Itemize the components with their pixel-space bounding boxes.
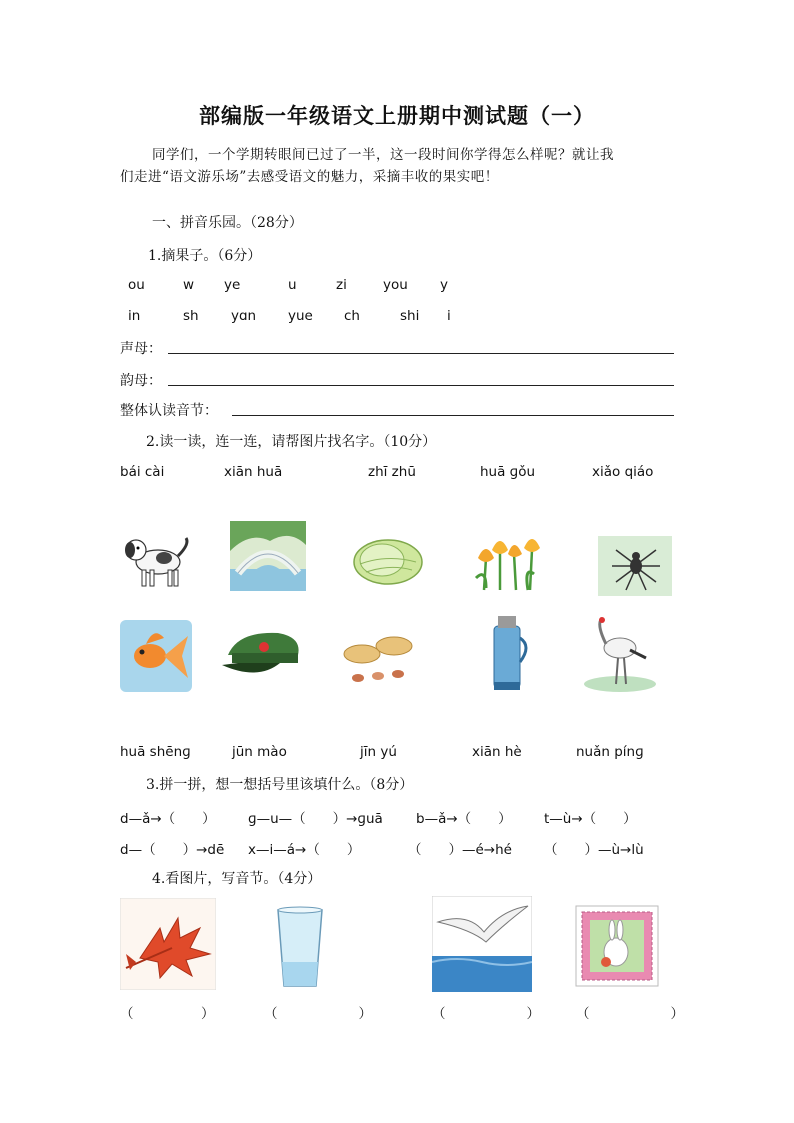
intro-line-2: 们走进“语文游乐场”去感受语文的魅力，采摘丰收的果实吧！ [120,169,499,185]
answer-blank[interactable]: （ ） [120,1006,215,1022]
q2-title: 2.读一读，连一连，请帮图片找名字。（10分） [146,434,437,450]
q3-title: 3.拼一拼，想一想括号里该填什么。（8分） [146,777,414,793]
q1-syllable: ye [224,277,241,293]
q1-syllable: y [440,277,448,293]
answer-blank[interactable]: （ ） [576,1006,684,1022]
crane-icon [576,614,662,696]
q2-word: zhī zhū [368,464,416,480]
q2-word: huā shēnɡ [120,744,191,760]
q3-item[interactable]: ɡ—u—（ ）→ɡuā [248,811,383,827]
thermos-icon [482,612,532,694]
q1-syllable: yɑn [231,308,257,324]
q1-syllable: ou [128,277,145,293]
q3-item[interactable]: t—ù→（ ） [544,811,637,827]
q1-syllable: you [383,277,408,293]
q2-word: xiān hè [472,744,522,760]
q2-word: xiān huā [224,464,283,480]
goldfish-icon [120,620,192,692]
q3-item[interactable]: x—i—á→（ ） [248,842,361,858]
q1-syllable: yue [288,308,313,324]
q1-syllable: ch [344,308,360,324]
q4-title: 4.看图片，写音节。（4分） [152,871,322,887]
q1-syllable: shi [400,308,420,324]
q1-syllable: in [128,308,141,324]
q3-item[interactable]: （ ）—é→hé [408,842,512,858]
q2-word: huā ɡǒu [480,464,536,480]
q2-word: nuǎn pínɡ [576,744,644,760]
seagull-icon [432,896,532,992]
yunmu-label: 韵母： [120,373,162,389]
shengmu-answer-line[interactable] [168,353,674,354]
shengmu-label: 声母： [120,341,162,357]
q3-item[interactable]: b—ǎ→（ ） [416,811,512,827]
q2-word: bái cài [120,464,165,480]
q1-syllable: i [447,308,451,324]
zhengti-answer-line[interactable] [232,415,674,416]
bridge-icon [230,521,306,591]
answer-blank[interactable]: （ ） [432,1006,540,1022]
section-heading: 一、拼音乐园。（28分） [152,215,303,231]
q1-syllable: sh [183,308,199,324]
stamp-icon [572,900,672,992]
spider-icon [598,536,672,596]
peanuts-icon [340,632,420,688]
q1-syllable: w [183,277,195,293]
q2-word: xiǎo qiáo [592,464,654,480]
zhengti-label: 整体认读音节： [120,403,218,419]
q1-title: 1.摘果子。（6分） [148,248,262,264]
q3-item[interactable]: （ ）—ù→lù [544,842,644,858]
q1-syllable: u [288,277,297,293]
dog-icon [120,528,196,592]
flowers-icon [472,528,544,592]
answer-blank[interactable]: （ ） [264,1006,372,1022]
glass-icon [252,902,348,992]
q2-word: jūn mào [232,744,287,760]
q2-word: jīn yú [360,744,397,760]
page-title: 部编版一年级语文上册期中测试题（一） [199,103,595,128]
cabbage-icon [350,530,426,590]
q3-item[interactable]: d—ǎ→（ ） [120,811,216,827]
q3-item[interactable]: d—（ ）→dē [120,842,225,858]
yunmu-answer-line[interactable] [168,385,674,386]
q1-syllable: zi [336,277,347,293]
intro-line-1: 同学们，一个学期转眼间已过了一半，这一段时间你学得怎么样呢？就让我 [152,147,614,163]
army-cap-icon [218,625,304,685]
leaf-icon [120,898,216,990]
